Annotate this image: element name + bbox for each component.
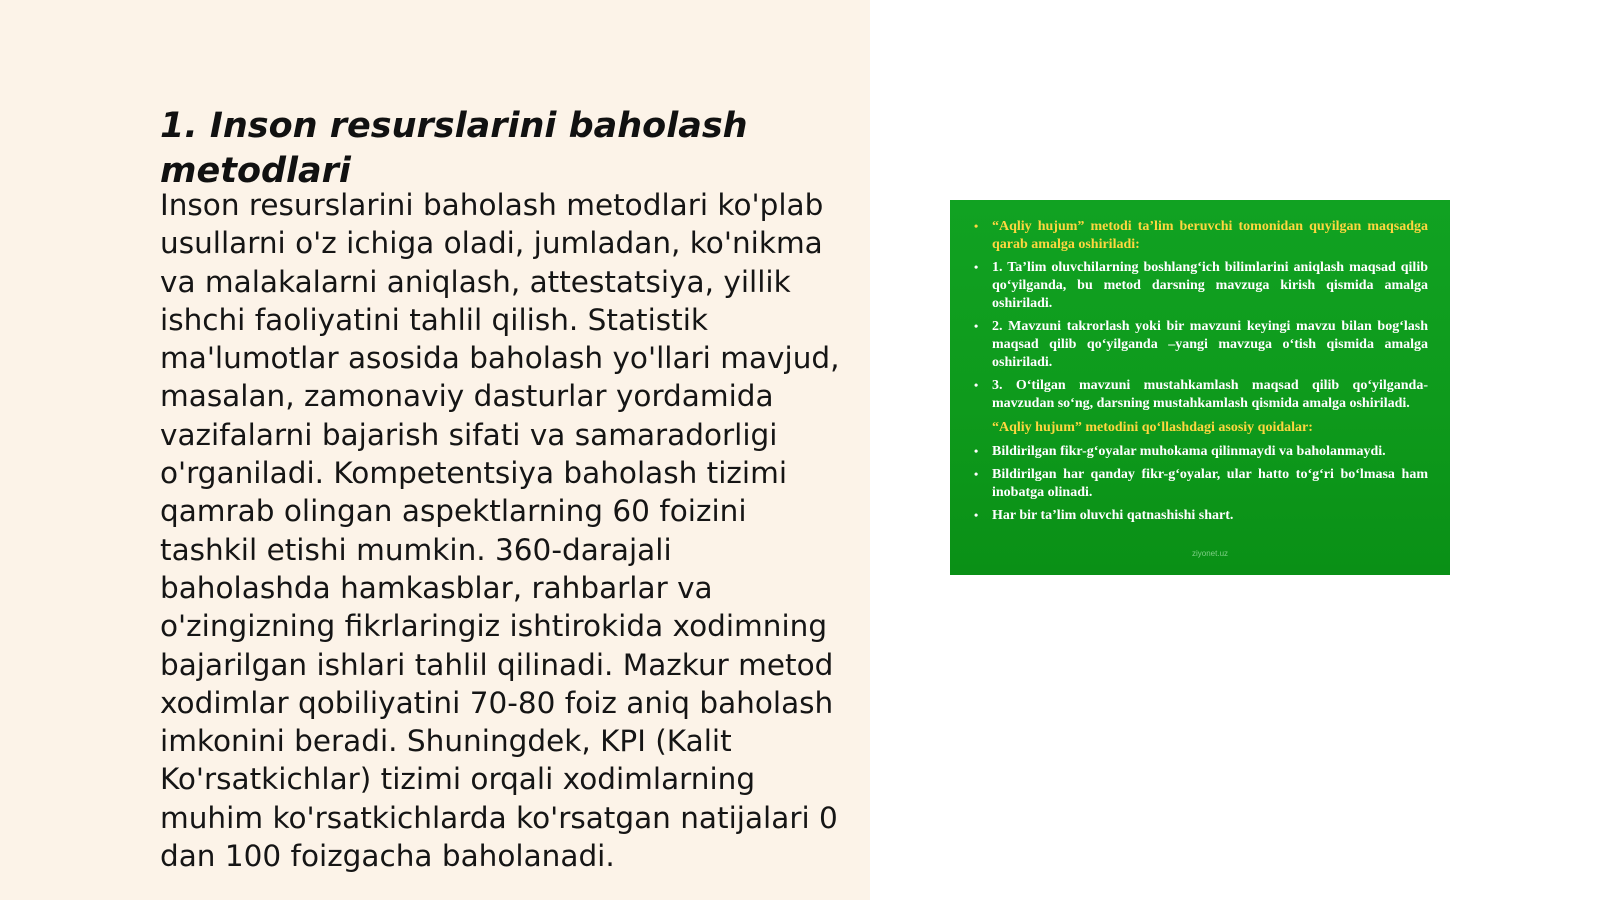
image-list-item xyxy=(974,318,1428,372)
rule-item-text: Bildirilgan har qanday fikr-g‘oyalar, ular hatto to‘g‘ri bo‘lmasa ham inobatga olinadi. xyxy=(992,467,1428,500)
rules-heading: “Aqliy hujum” metodini qo‘llashdagi asosiy qoidalar: xyxy=(992,420,1313,435)
rule-item xyxy=(974,466,1428,502)
rule-item xyxy=(974,443,1428,461)
bullet-icon: • xyxy=(974,219,979,233)
rule-item-text: Har bir ta’lim oluvchi qatnashishi shart. xyxy=(992,508,1234,523)
bullet-icon: • xyxy=(974,319,979,333)
image-list-item-text: 2. Mavzuni takrorlash yoki bir mavzuni keyingi mavzu bilan bog‘lash maqsad qilib qo‘yilganda –yangi mavzuga o‘tish qismida amalga oshiriladi. xyxy=(992,319,1428,370)
slide-title: 1. Inson resurslarini baholash metodlari xyxy=(160,106,748,191)
image-list-item xyxy=(974,259,1428,313)
slide-body-text: Inson resurslarini baholash metodlari ko'plab usullarni o'z ichiga oladi, jumladan, ko'nikma va malakalarni aniqlash, attestatsiya, yillik ishchi faoliyatini tahlil qilish. Statistik ma'lumotlar asosida baholash yo'llari mavjud, masalan, zamonaviy dasturlar yordamida vazifalarni bajarish sifati va samaradorligi o'rganiladi. Kompetentsiya baholash tizimi qamrab olingan aspektlarning 60 foizini tashkil etishi mumkin. 360-darajali baholashda hamkasblar, rahbarlar va o'zingizning fikrlaringiz ishtirokida xodimning bajarilgan ishlari tahlil qilinadi. Mazkur metod xodimlar qobiliyatini 70-80 foiz aniq baholash imkonini beradi. Shuningdek, KPI (Kalit Ko'rsatkichlar) tizimi orqali xodimlarning muhim ko'rsatkichlarda ko'rsatgan natijalari 0 dan 100 foizgacha baholanadi. xyxy=(160,188,840,874)
bullet-icon: • xyxy=(974,260,979,274)
image-intro-text: “Aqliy hujum” metodi ta’lim beruvchi tomonidan quyilgan maqsadga qarab amalga oshiriladi: xyxy=(992,219,1428,252)
watermark-text: ziyonet.uz xyxy=(1192,549,1229,558)
rule-item-text: Bildirilgan fikr-g‘oyalar muhokama qilinmaydi va baholanmaydi. xyxy=(992,444,1386,459)
bullet-icon: • xyxy=(974,467,979,481)
image-list-item xyxy=(974,377,1428,413)
image-intro-item xyxy=(974,218,1428,254)
brainstorm-slide-image xyxy=(950,200,1450,575)
bullet-icon: • xyxy=(974,444,979,458)
bullet-icon: • xyxy=(974,508,979,522)
rule-item xyxy=(974,507,1428,525)
bullet-icon: • xyxy=(974,378,979,392)
image-list-item-text: 3. O‘tilgan mavzuni mustahkamlash maqsad qilib qo‘yilganda-mavzudan so‘ng, darsning mustahkamlash qismida amalga oshiriladi. xyxy=(992,378,1428,411)
image-list-item-text: 1. Ta’lim oluvchilarning boshlang‘ich bilimlarini aniqlash maqsad qilib qo‘yilganda, bu metod darsning mavzuga kirish qismida amalga oshiriladi. xyxy=(992,260,1428,311)
